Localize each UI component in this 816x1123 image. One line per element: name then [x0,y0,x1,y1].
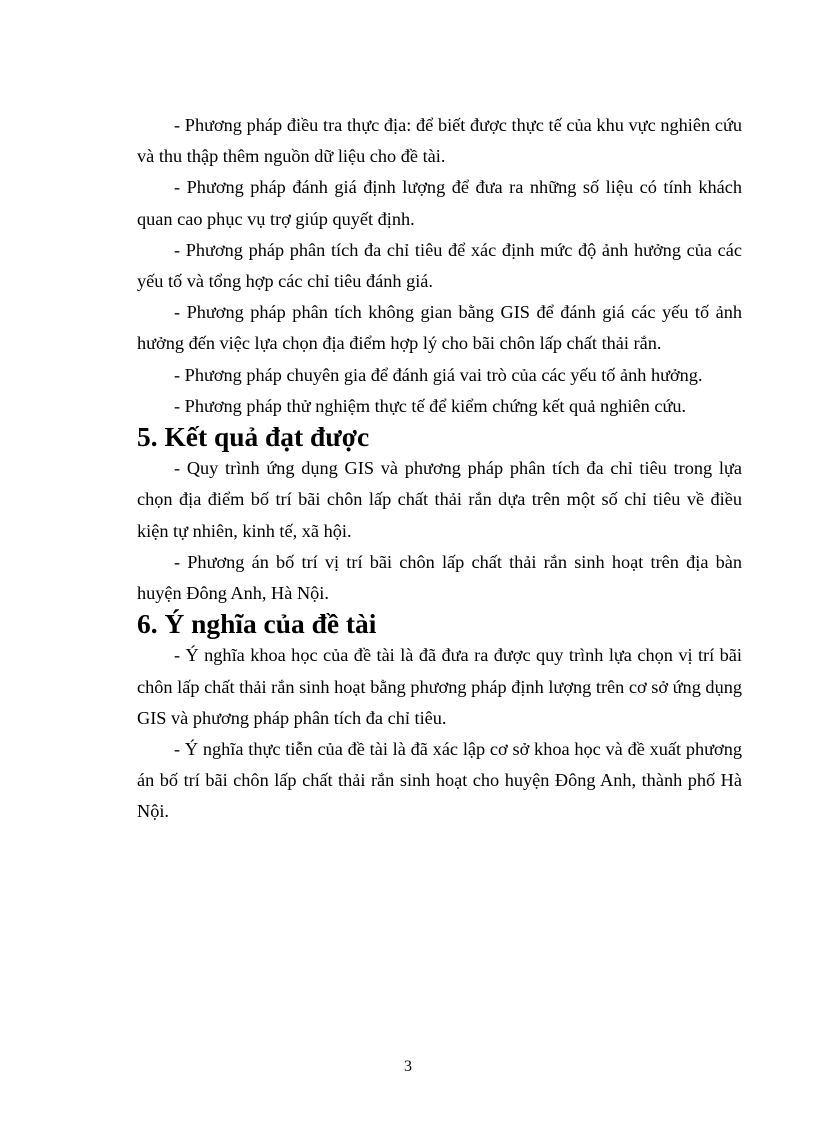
significance-paragraph-scientific: - Ý nghĩa khoa học của đề tài là đã đưa ra được quy trình lựa chọn vị trí bãi chôn lấp chất thải rắn sinh hoạt bằng phương pháp định lượng trên cơ sở ứng dụng GIS và phương pháp phân tích đa chỉ tiêu. [137,645,742,728]
significance-paragraph-practical: - Ý nghĩa thực tiễn của đề tài là đã xác lập cơ sở khoa học và đề xuất phương án bố trí bãi chôn lấp chất thải rắn sinh hoạt cho huyện Đông Anh, thành phố Hà Nội. [137,739,742,822]
results-paragraph-process: - Quy trình ứng dụng GIS và phương pháp phân tích đa chỉ tiêu trong lựa chọn địa điểm bố trí bãi chôn lấp chất thải rắn dựa trên một số chỉ tiêu về điều kiện tự nhiên, kinh tế, xã hội. [137,458,742,541]
method-paragraph-expert: - Phương pháp chuyên gia để đánh giá vai trò của các yếu tố ảnh hưởng. [174,364,703,385]
method-paragraph-field-survey: - Phương pháp điều tra thực địa: để biết được thực tế của khu vực nghiên cứu và thu thập thêm nguồn dữ liệu cho đề tài. [137,115,742,167]
method-paragraph-multi-criteria: - Phương pháp phân tích đa chỉ tiêu để xác định mức độ ảnh hưởng của các yếu tố và tổng hợp các chỉ tiêu đánh giá. [137,239,742,292]
method-paragraph-field-test: - Phương pháp thử nghiệm thực tế để kiểm chứng kết quả nghiên cứu. [174,395,687,416]
page-number: 3 [404,1058,412,1075]
results-heading: 5. Kết quả đạt được [137,422,370,453]
method-paragraph-gis-spatial: - Phương pháp phân tích không gian bằng GIS để đánh giá các yếu tố ảnh hưởng đến việc lựa chọn địa điểm hợp lý cho bãi chôn lấp chất thải rắn. [137,302,742,354]
method-paragraph-quantitative: - Phương pháp đánh giá định lượng để đưa ra những số liệu có tính khách quan cao phục vụ trợ giúp quyết định. [137,177,742,229]
page-content [137,110,742,828]
results-paragraph-plan: - Phương án bố trí vị trí bãi chôn lấp chất thải rắn sinh hoạt trên địa bàn huyện Đông Anh, Hà Nội. [137,551,742,604]
significance-heading: 6. Ý nghĩa của đề tài [137,609,377,640]
